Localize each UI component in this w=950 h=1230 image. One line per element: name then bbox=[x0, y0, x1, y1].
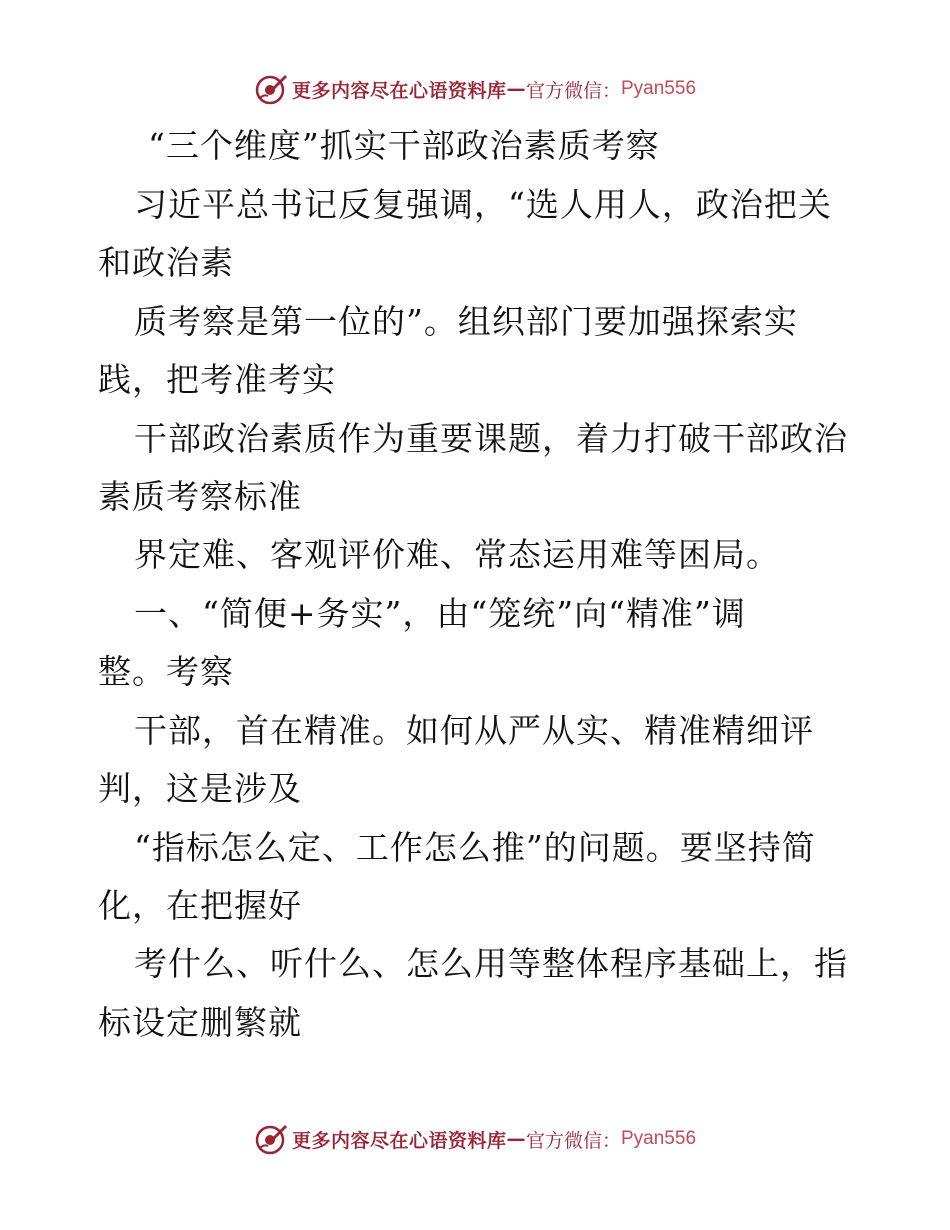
body-line: 整。考察 bbox=[98, 652, 234, 691]
banner-dash: — bbox=[506, 78, 526, 100]
body-line: 化，在把握好 bbox=[98, 886, 302, 925]
body-line: 标设定删繁就 bbox=[98, 1003, 302, 1042]
wechat-label: 官方微信： bbox=[525, 79, 621, 102]
body-line: 和政治素 bbox=[98, 243, 234, 282]
body-line: 践，把考准考实 bbox=[98, 360, 336, 399]
banner-dash: — bbox=[506, 1128, 526, 1150]
body-line: 考什么、听什么、怎么用等整体程序基础上，指 bbox=[134, 944, 848, 983]
body-line: 习近平总书记反复强调，“选人用人，政治把关 bbox=[134, 185, 832, 224]
wechat-label: 官方微信： bbox=[525, 1129, 621, 1152]
body-line: 界定难、客观评价难、常态运用难等困局。 bbox=[134, 535, 780, 574]
brand-text: 更多内容尽在心语资料库 bbox=[291, 1129, 507, 1152]
header-watermark-banner bbox=[0, 72, 950, 106]
brand-text: 更多内容尽在心语资料库 bbox=[291, 79, 507, 102]
body-line: 干部，首在精准。如何从严从实、精准精细评 bbox=[134, 711, 814, 750]
body-line: 质考察是第一位的”。组织部门要加强探索实 bbox=[134, 302, 798, 341]
body-line: “指标怎么定、工作怎么推”的问题。要坚持简 bbox=[134, 828, 816, 867]
wechat-id: Pyan556 bbox=[621, 78, 697, 99]
pen-nib-circle-icon bbox=[254, 72, 288, 106]
body-line: 素质考察标准 bbox=[98, 477, 302, 516]
body-line: 判，这是涉及 bbox=[98, 769, 302, 808]
pen-nib-circle-icon bbox=[254, 1122, 288, 1156]
footer-watermark-banner bbox=[0, 1122, 950, 1156]
wechat-id: Pyan556 bbox=[621, 1128, 697, 1149]
body-line: 一、“简便+务实”，由“笼统”向“精准”调 bbox=[134, 594, 746, 633]
document-title: “三个维度”抓实干部政治素质考察 bbox=[148, 126, 660, 165]
body-line: 干部政治素质作为重要课题，着力打破干部政治 bbox=[134, 419, 848, 458]
